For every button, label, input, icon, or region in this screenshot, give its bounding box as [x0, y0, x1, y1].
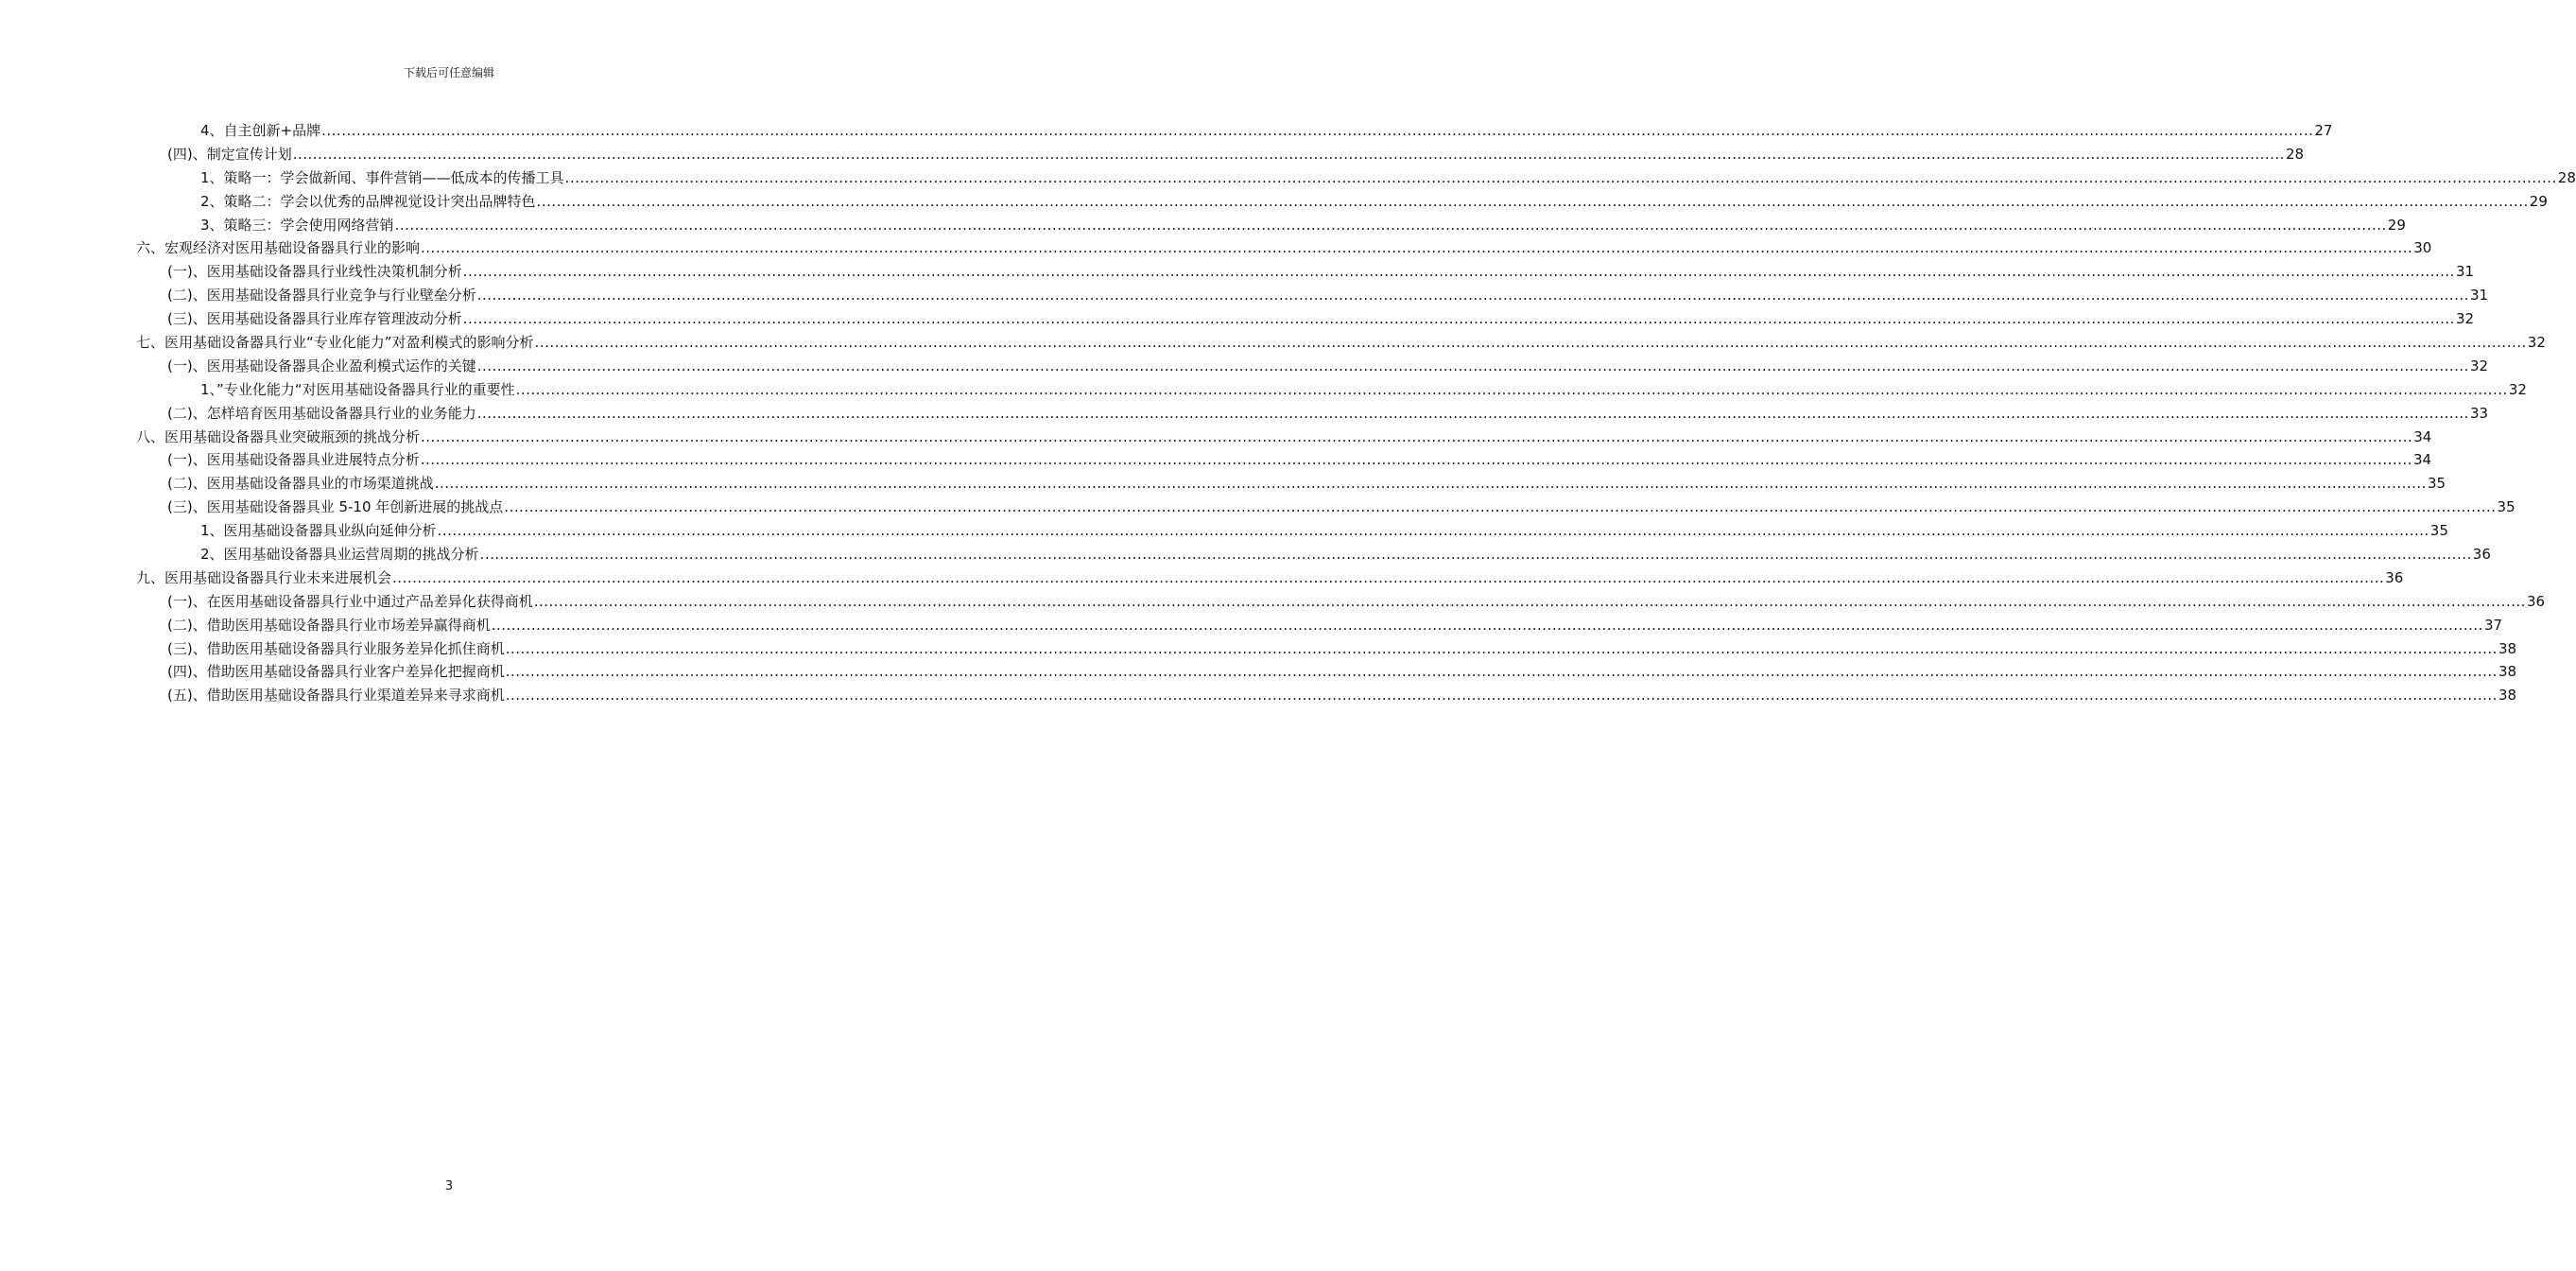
toc-entry-page: 38 [2498, 663, 2517, 681]
toc-entry-page: 35 [2429, 522, 2448, 540]
toc-leader-dots: ................................................................................................................................................................................................................................................................................................................................................................................................................ [462, 263, 2455, 281]
toc-leader-dots: ................................................................................................................................................................................................................................................................................................................................................................................................................ [420, 451, 2412, 469]
toc-entry-title: 1、”专业化能力“对医用基础设备器具行业的重要性 [200, 380, 515, 398]
toc-entry[interactable] [136, 190, 2548, 214]
toc-entry[interactable] [136, 543, 2491, 566]
toc-entry-page: 35 [2427, 475, 2446, 493]
toc-leader-dots: ................................................................................................................................................................................................................................................................................................................................................................................................................ [504, 498, 2497, 516]
toc-entry-title: 1、医用基础设备器具业纵向延伸分析 [200, 522, 437, 540]
toc-entry[interactable] [136, 119, 2333, 143]
toc-entry-page: 36 [2472, 546, 2491, 564]
toc-leader-dots: ................................................................................................................................................................................................................................................................................................................................................................................................................ [476, 357, 2469, 374]
toc-leader-dots: ................................................................................................................................................................................................................................................................................................................................................................................................................ [321, 122, 2314, 139]
toc-entry-title: 七、医用基础设备器具行业“专业化能力”对盈利模式的影响分析 [136, 334, 534, 352]
toc-entry-title: (一)、在医用基础设备器具行业中通过产品差异化获得商机 [167, 592, 533, 610]
table-of-contents [136, 119, 2576, 707]
toc-leader-dots: ................................................................................................................................................................................................................................................................................................................................................................................................................ [476, 287, 2469, 305]
toc-entry-page: 36 [2385, 568, 2404, 586]
toc-entry-page: 28 [2285, 145, 2305, 163]
toc-entry-title: (三)、医用基础设备器具业 5-10 年创新进展的挑战点 [167, 498, 504, 516]
toc-entry[interactable] [136, 284, 2489, 307]
toc-entry-page: 34 [2412, 451, 2432, 469]
toc-entry[interactable] [136, 402, 2489, 426]
toc-leader-dots: ................................................................................................................................................................................................................................................................................................................................................................................................................ [479, 546, 2472, 564]
toc-entry[interactable] [136, 143, 2305, 166]
toc-entry[interactable] [136, 637, 2517, 661]
toc-leader-dots: ................................................................................................................................................................................................................................................................................................................................................................................................................ [462, 310, 2455, 328]
toc-entry-title: (五)、借助医用基础设备器具行业渠道差异来寻求商机 [167, 687, 505, 705]
toc-entry[interactable] [136, 260, 2475, 284]
toc-entry-title: (三)、借助医用基础设备器具行业服务差异化抓住商机 [167, 639, 505, 657]
page-header: 下载后可任意编辑 [403, 66, 494, 79]
toc-entry-page: 37 [2483, 616, 2503, 634]
toc-entry-title: 3、策略三：学会使用网络营销 [200, 216, 394, 234]
toc-entry-page: 36 [2526, 592, 2546, 610]
toc-entry[interactable] [136, 684, 2517, 707]
toc-entry-page: 31 [2469, 287, 2489, 305]
toc-entry[interactable] [136, 660, 2517, 684]
toc-leader-dots: ................................................................................................................................................................................................................................................................................................................................................................................................................ [434, 475, 2427, 493]
toc-entry[interactable] [136, 590, 2546, 614]
toc-entry[interactable] [136, 166, 2576, 190]
toc-entry[interactable] [136, 214, 2406, 237]
toc-entry-title: 4、自主创新+品牌 [200, 122, 321, 139]
toc-entry-title: (二)、医用基础设备器具业的市场渠道挑战 [167, 475, 434, 493]
toc-leader-dots: ................................................................................................................................................................................................................................................................................................................................................................................................................ [421, 427, 2413, 445]
toc-entry-page: 32 [2508, 380, 2527, 398]
toc-entry[interactable] [136, 566, 2404, 590]
toc-entry-title: (四)、借助医用基础设备器具行业客户差异化把握商机 [167, 663, 505, 681]
toc-leader-dots: ................................................................................................................................................................................................................................................................................................................................................................................................................ [505, 663, 2498, 681]
toc-entry-title: 九、医用基础设备器具行业未来进展机会 [136, 568, 392, 586]
toc-entry-page: 32 [2469, 357, 2489, 374]
toc-entry-page: 27 [2314, 122, 2333, 139]
toc-entry-title: 2、策略二：学会以优秀的品牌视觉设计突出品牌特色 [200, 192, 536, 210]
toc-leader-dots: ................................................................................................................................................................................................................................................................................................................................................................................................................ [564, 168, 2557, 186]
toc-leader-dots: ................................................................................................................................................................................................................................................................................................................................................................................................................ [536, 192, 2529, 210]
toc-entry-title: 八、医用基础设备器具业突破瓶颈的挑战分析 [136, 427, 421, 445]
toc-leader-dots: ................................................................................................................................................................................................................................................................................................................................................................................................................ [533, 592, 2526, 610]
toc-entry[interactable] [136, 331, 2546, 355]
toc-leader-dots: ................................................................................................................................................................................................................................................................................................................................................................................................................ [421, 239, 2413, 257]
toc-entry-page: 38 [2498, 687, 2517, 705]
toc-entry-page: 28 [2557, 168, 2576, 186]
toc-entry-title: (二)、借助医用基础设备器具行业市场差异赢得商机 [167, 616, 491, 634]
toc-entry-page: 31 [2455, 263, 2475, 281]
toc-entry[interactable] [136, 355, 2489, 378]
toc-entry-title: (二)、怎样培育医用基础设备器具行业的业务能力 [167, 404, 476, 422]
toc-entry[interactable] [136, 307, 2475, 331]
toc-entry-page: 35 [2497, 498, 2515, 516]
toc-entry-page: 29 [2387, 216, 2406, 234]
toc-entry[interactable] [136, 236, 2432, 260]
toc-entry-page: 38 [2498, 639, 2517, 657]
toc-entry-title: (一)、医用基础设备器具业进展特点分析 [167, 451, 420, 469]
toc-entry-title: 2、医用基础设备器具业运营周期的挑战分析 [200, 546, 479, 564]
toc-leader-dots: ................................................................................................................................................................................................................................................................................................................................................................................................................ [437, 522, 2429, 540]
toc-entry-page: 34 [2413, 427, 2432, 445]
toc-entry[interactable] [136, 448, 2432, 472]
page-number: 3 [444, 1179, 454, 1193]
toc-leader-dots: ................................................................................................................................................................................................................................................................................................................................................................................................................ [534, 334, 2527, 352]
toc-entry-title: (二)、医用基础设备器具行业竞争与行业壁垒分析 [167, 287, 476, 305]
toc-entry-page: 30 [2413, 239, 2432, 257]
toc-entry[interactable] [136, 378, 2527, 402]
toc-entry[interactable] [136, 614, 2503, 637]
toc-entry-page: 33 [2469, 404, 2489, 422]
toc-entry-title: (四)、制定宣传计划 [167, 145, 292, 163]
toc-entry-title: (一)、医用基础设备器具企业盈利模式运作的关键 [167, 357, 476, 374]
toc-entry[interactable] [136, 426, 2432, 449]
toc-leader-dots: ................................................................................................................................................................................................................................................................................................................................................................................................................ [394, 216, 2387, 234]
toc-entry-title: 六、宏观经济对医用基础设备器具行业的影响 [136, 239, 421, 257]
toc-entry[interactable] [136, 472, 2446, 496]
toc-entry-title: (三)、医用基础设备器具行业库存管理波动分析 [167, 310, 462, 328]
toc-entry[interactable] [136, 519, 2448, 543]
toc-entry-page: 32 [2527, 334, 2546, 352]
toc-entry-page: 32 [2455, 310, 2475, 328]
toc-leader-dots: ................................................................................................................................................................................................................................................................................................................................................................................................................ [292, 145, 2285, 163]
toc-leader-dots: ................................................................................................................................................................................................................................................................................................................................................................................................................ [476, 404, 2469, 422]
toc-leader-dots: ................................................................................................................................................................................................................................................................................................................................................................................................................ [515, 380, 2508, 398]
toc-entry-title: (一)、医用基础设备器具行业线性决策机制分析 [167, 263, 462, 281]
toc-leader-dots: ................................................................................................................................................................................................................................................................................................................................................................................................................ [505, 639, 2498, 657]
toc-entry[interactable] [136, 496, 2515, 519]
toc-leader-dots: ................................................................................................................................................................................................................................................................................................................................................................................................................ [505, 687, 2498, 705]
toc-leader-dots: ................................................................................................................................................................................................................................................................................................................................................................................................................ [491, 616, 2483, 634]
toc-entry-page: 29 [2529, 192, 2548, 210]
toc-entry-title: 1、策略一：学会做新闻、事件营销——低成本的传播工具 [200, 168, 564, 186]
toc-leader-dots: ................................................................................................................................................................................................................................................................................................................................................................................................................ [392, 568, 2385, 586]
